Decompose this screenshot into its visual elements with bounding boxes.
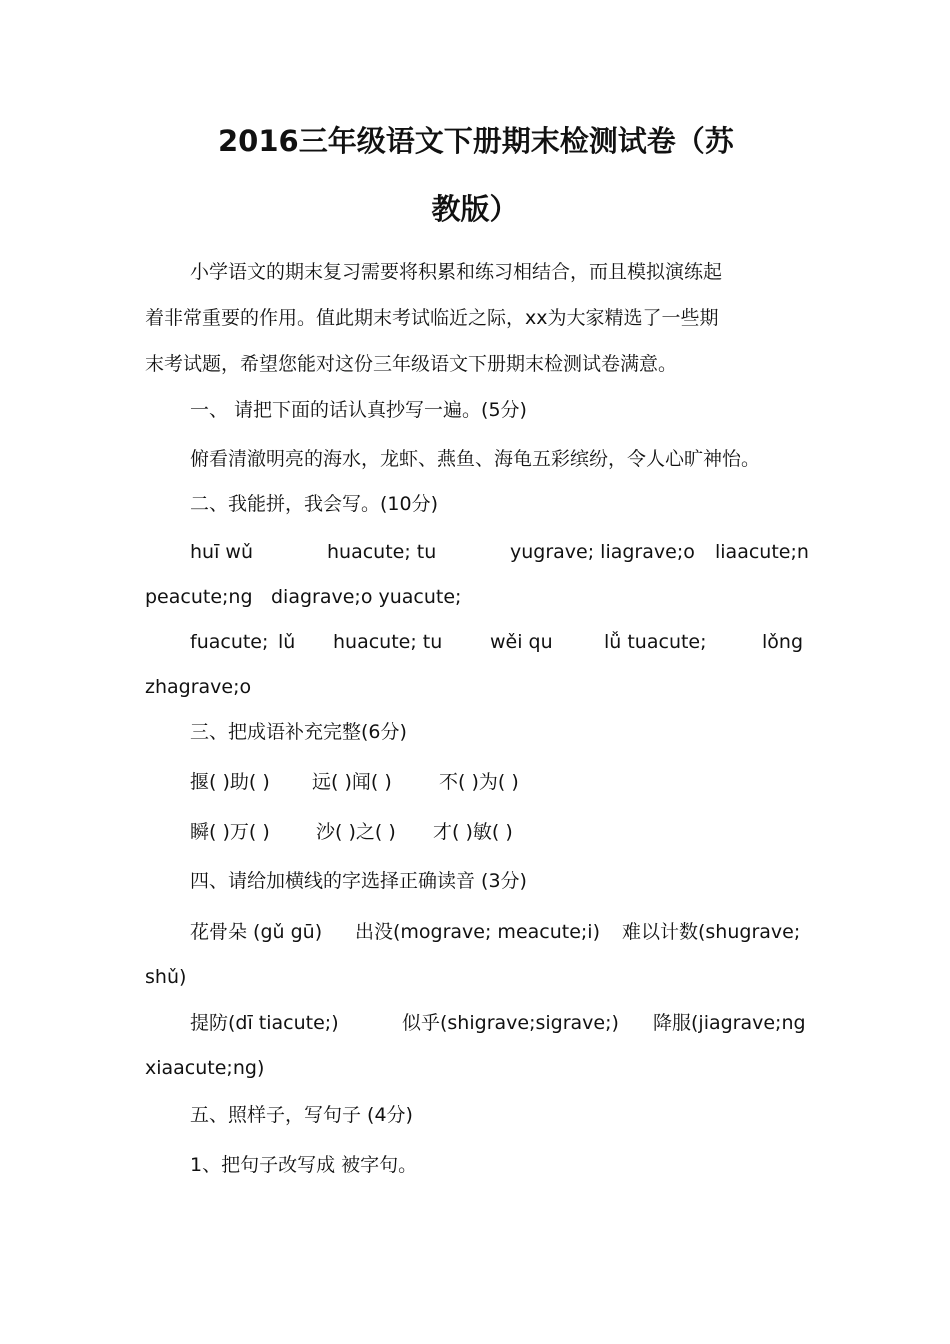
pinyin-item: lǔ [278, 631, 296, 653]
pronunciation-item: 难以计数(shugrave; [622, 921, 801, 943]
pronunciation-item: 出没(mograve; meacute;i) [355, 921, 600, 943]
pinyin-item: huacute; tu [327, 541, 437, 563]
pinyin-item: huacute; tu [333, 631, 443, 653]
section1-heading: 一、 请把下面的话认真抄写一遍。(5分) [190, 399, 527, 421]
idiom-blank: 瞬( )万( ) [190, 821, 270, 843]
pinyin-item: yugrave; liagrave;o [510, 541, 695, 563]
pinyin-item: lǒng [762, 631, 804, 653]
pinyin-item: liaacute;n [715, 541, 809, 563]
section5-heading: 五、照样子，写句子 (4分) [190, 1104, 413, 1126]
intro-line-2: 着非常重要的作用。值此期末考试临近之际，xx为大家精选了一些期 [145, 307, 719, 329]
section3-heading: 三、把成语补充完整(6分) [190, 721, 407, 743]
idiom-blank: 揠( )助( ) [190, 771, 270, 793]
document-title-line-2: 教版） [431, 192, 519, 226]
pinyin-item: peacute;ng [145, 586, 253, 608]
intro-line-3: 末考试题，希望您能对这份三年级语文下册期末检测试卷满意。 [145, 353, 678, 375]
pronunciation-item: 似乎(shigrave;sigrave;) [402, 1012, 619, 1034]
pronunciation-item: 提防(dī tiacute;) [190, 1012, 339, 1034]
section2-heading: 二、我能拼，我会写。(10分) [190, 493, 439, 515]
pronunciation-item: 花骨朵 (gǔ gū) [190, 921, 323, 943]
idiom-blank: 才( )敏( ) [433, 821, 513, 843]
document-title-line-1: 2016三年级语文下册期末检测试卷（苏 [218, 124, 734, 158]
pronunciation-item: shǔ) [145, 966, 187, 988]
idiom-blank: 沙( )之( ) [316, 821, 396, 843]
pinyin-item: fuacute; [190, 631, 269, 653]
pronunciation-item: xiaacute;ng) [145, 1057, 265, 1079]
idiom-blank: 不( )为( ) [439, 771, 519, 793]
pronunciation-item: 降服(jiagrave;ng [653, 1012, 806, 1034]
intro-line-1: 小学语文的期末复习需要将积累和练习相结合，而且模拟演练起 [190, 261, 723, 283]
pinyin-item: lǚ tuacute; [604, 631, 707, 653]
section1-text: 俯看清澈明亮的海水，龙虾、燕鱼、海龟五彩缤纷，令人心旷神怡。 [190, 448, 761, 470]
section4-heading: 四、请给加横线的字选择正确读音 (3分) [190, 870, 527, 892]
pinyin-item: zhagrave;o [145, 676, 252, 698]
pinyin-item: huī wǔ [190, 541, 253, 563]
pinyin-item: diagrave;o yuacute; [271, 586, 462, 608]
section5-item-1: 1、把句子改写成 被字句。 [190, 1154, 418, 1176]
idiom-blank: 远( )闻( ) [312, 771, 392, 793]
pinyin-item: wěi qu [490, 631, 553, 653]
